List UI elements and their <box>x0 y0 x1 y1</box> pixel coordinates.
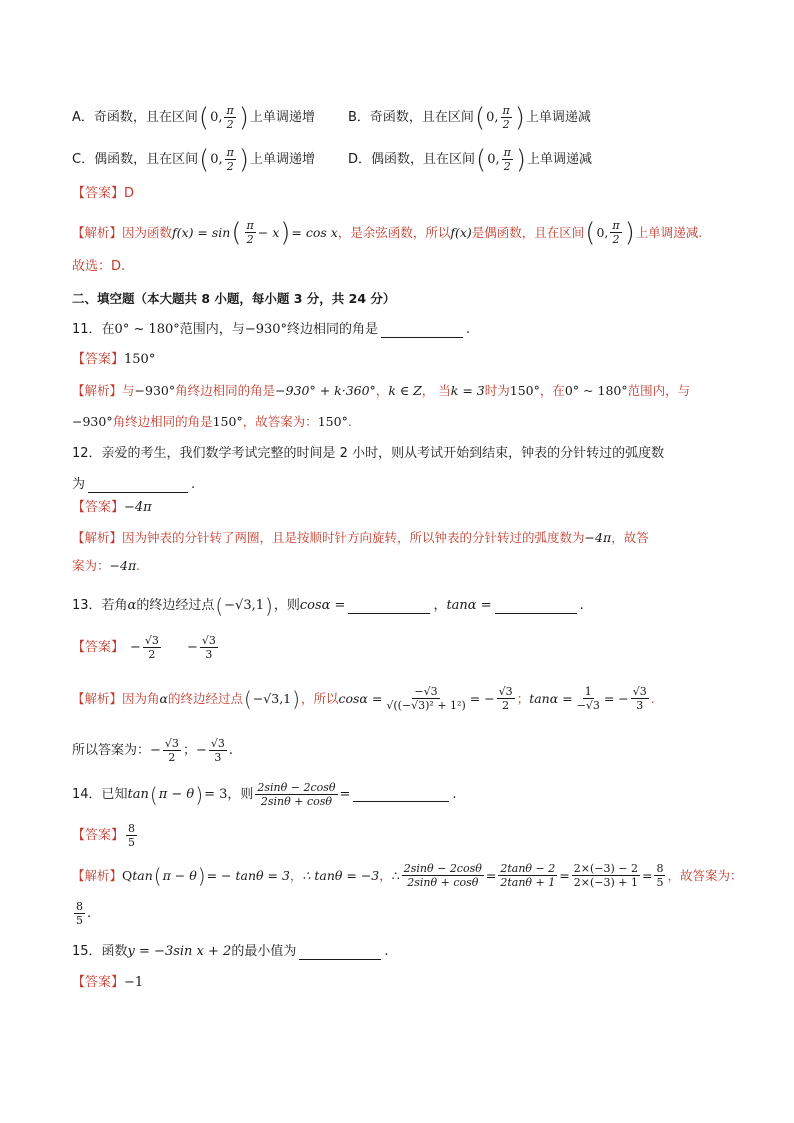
option-b-label: B． <box>348 109 370 125</box>
q13-analysis: 【解析】 因为角 α 的终边经过点 ( −√3,1 ) ，所以 cosα = $\frac{-√3}{\text{√((−√3)² + 1²)}}$ = − $\frac{√3}{2}$ ； tanα = $\frac{1}{-√3}$ = − $\frac{√3}{3}$ . <box>72 685 655 712</box>
option-a-text: 奇函数，且在区间 <box>93 109 198 125</box>
q10-option-row-ab: A． 奇函数，且在区间 ( 0, $\frac{\pi}{2}$ ) 上单调递增 <box>72 102 315 133</box>
q12-answer: 【答案】 −4π <box>72 500 152 515</box>
q11-stem: 11．在 0° ~ 180° 范围内，与 −930° 终边相同的角是 . <box>72 322 471 337</box>
q14-stem: 14．已知 tan ( π − θ ) = 3 ，则 $\frac{2\sin\theta - 2\cos\theta}{2\sin\theta + \cos\theta}$ = . <box>72 781 457 808</box>
q15-answer: 【答案】 −1 <box>72 975 144 990</box>
analysis-tag: 【解析】 <box>72 224 123 240</box>
answer-tag: 【答案】 <box>72 186 125 201</box>
q13-stem: 13．若角 α 的终边经过点 ( −√3,1 ) ，则 cosα = ， tanα = . <box>72 594 584 618</box>
q12-analysis: 【解析】 因为钟表的分针转了两圈，且是按顺时针方向旋转，所以钟表的分针转过的弧度数为 −4π ，故答 <box>72 530 649 545</box>
option-d-label: D． <box>348 151 372 167</box>
answer-blank[interactable] <box>381 323 463 338</box>
interval-fraction: $\frac{\pi}{2}$ <box>503 146 511 173</box>
q10-option-d: D． 偶函数，且在区间 ( 0, $\frac{\pi}{2}$ ) 上单调递减 <box>348 144 592 175</box>
answer-blank[interactable] <box>299 945 381 960</box>
paren-left: ( <box>198 102 210 133</box>
answer-blank[interactable] <box>348 599 430 614</box>
option-c-tail: 上单调递增 <box>250 151 316 167</box>
option-d-text: 偶函数，且在区间 <box>371 151 476 167</box>
interval-fraction: $\frac{\pi}{2}$ <box>226 104 234 131</box>
q10-analysis: 【解析】 因为函数 f(x) = sin ( $\frac{\pi}{2}$ − x ) = cos x ，是余弦函数，所以 f(x) 是偶函数，且在区间 ( 0, $\frac{\pi}{2}$ ) 上单调递减. <box>72 217 703 248</box>
option-c-text: 偶函数，且在区间 <box>94 151 199 167</box>
option-d-tail: 上单调递减 <box>526 151 592 167</box>
q14-analysis: 【解析】 Q tan ( π − θ ) = − tanθ = 3 ， ∴ tanθ = −3 ， ∴ $\frac{2\sin\theta - 2\cos\theta}{2\sin\theta + \cos\theta}$ = $\frac{2\tan\theta - 2}{2\tan\theta + 1}$ = $\frac{2\times(-3) - 2}{2\times(-3) + 1}$ = $\frac{8}{5}$ ，故答案为： <box>72 862 743 889</box>
q11-analysis: 【解析】 与 −930° 角终边相同的角是 −930° + k·360° ， k ∈ Z ， 当 k = 3 时为 150° ，在 0° ~ 180° 范围内，与 <box>72 383 691 398</box>
q10-conclusion: 故选：D. <box>72 259 126 274</box>
q15-stem: 15．函数 y = −3sin x + 2 的最小值为 . <box>72 944 389 959</box>
q13-answer: 【答案】 − $\frac{√3}{2}$ − $\frac{√3}{3}$ <box>72 634 216 661</box>
interval-fraction: $\frac{\pi}{2}$ <box>226 146 234 173</box>
answer-blank[interactable] <box>88 478 188 493</box>
option-a-label: A． <box>72 109 94 125</box>
q12-stem: 12．亲爱的考生，我们数学考试完整的时间是 2 小时，则从考试开始到结束，钟表的分针转过的弧度数 <box>72 446 665 461</box>
answer-blank[interactable] <box>495 599 577 614</box>
q10-option-b: B． 奇函数，且在区间 ( 0, $\frac{\pi}{2}$ ) 上单调递减 <box>348 102 591 133</box>
interval-fraction: $\frac{\pi}{2}$ <box>502 104 510 131</box>
answer-blank[interactable] <box>353 787 449 802</box>
q14-answer: 【答案】 $\frac{8}{5}$ <box>72 822 136 849</box>
q14-conclusion: $\frac{8}{5}$ . <box>76 900 92 927</box>
option-b-tail: 上单调递减 <box>525 109 591 125</box>
option-b-text: 奇函数，且在区间 <box>369 109 474 125</box>
q12-stem-2: 为 . <box>72 477 196 492</box>
q11-answer: 【答案】 150° <box>72 352 156 367</box>
answer-value: D <box>124 186 135 201</box>
q11-analysis-2: −930° 角终边相同的角是 150° ，故答案为： 150° . <box>72 414 352 429</box>
q10-option-c: C． 偶函数，且在区间 ( 0, $\frac{\pi}{2}$ ) 上单调递增 <box>72 144 316 175</box>
option-a-tail: 上单调递增 <box>249 109 315 125</box>
q10-answer <box>72 184 134 204</box>
option-c-label: C． <box>72 151 95 167</box>
q13-conclusion: 所以答案为： − $\frac{√3}{2}$ ； − $\frac{√3}{3}$ . <box>72 737 234 764</box>
q12-analysis-2: 案为： −4π . <box>72 558 141 573</box>
paren-right: ) <box>238 102 249 133</box>
section-title: 二、填空题（本大题共 8 小题，每小题 3 分，共 24 分） <box>72 291 396 306</box>
